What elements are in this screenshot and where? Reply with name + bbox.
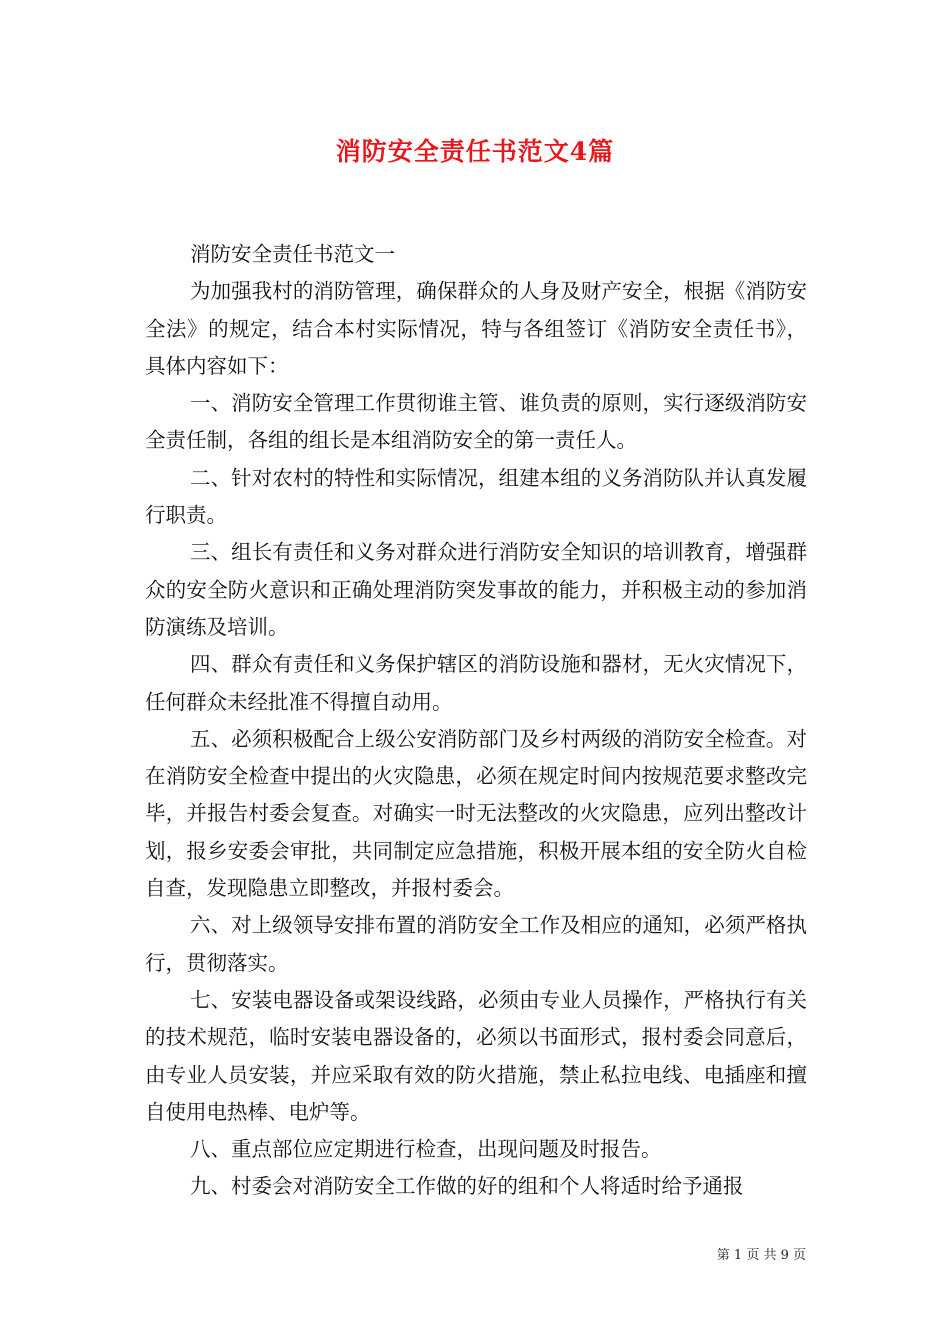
- intro-paragraph: 为加强我村的消防管理，确保群众的人身及财产安全，根据《消防安全法》的规定，结合本村实际情况，特与各组签订《消防安全责任书》，具体内容如下：: [145, 279, 807, 378]
- clause-7: 七、安装电器设备或架设线路，必须由专业人员操作，严格执行有关的技术规范，临时安装电器设备的，必须以书面形式，报村委会同意后，由专业人员安装，并应采取有效的防火措施，禁止私拉电线、电插座和擅自使用电热棒、电炉等。: [145, 987, 807, 1124]
- clause-5: 五、必须积极配合上级公安消防部门及乡村两级的消防安全检查。对在消防安全检查中提出的火灾隐患，必须在规定时间内按规范要求整改完毕，并报告村委会复查。对确实一时无法整改的火灾隐患，应列出整改计划，报乡安委会审批，共同制定应急措施，积极开展本组的安全防火自检自查，发现隐患立即整改，并报村委会。: [145, 726, 807, 901]
- clause-3: 三、组长有责任和义务对群众进行消防安全知识的培训教育，增强群众的安全防火意识和正确处理消防突发事故的能力，并积极主动的参加消防演练及培训。: [145, 540, 807, 639]
- page-number: 第 1 页 共 9 页: [716, 1248, 806, 1263]
- document-title: 消防安全责任书范文4篇: [335, 137, 615, 166]
- clause-8: 八、重点部位应定期进行检查，出现问题及时报告。: [190, 1137, 662, 1162]
- clause-2: 二、针对农村的特性和实际情况，组建本组的义务消防队并认真发履行职责。: [145, 465, 807, 528]
- document-body: [145, 236, 807, 1206]
- clause-4: 四、群众有责任和义务保护辖区的消防设施和器材，无火灾情况下，任何群众未经批准不得擅自动用。: [145, 652, 807, 714]
- section-heading: 消防安全责任书范文一: [190, 242, 395, 266]
- clause-9: 九、村委会对消防安全工作做的好的组和个人将适时给予通报: [190, 1174, 744, 1199]
- clause-1: 一、消防安全管理工作贯彻谁主管、谁负责的原则，实行逐级消防安全责任制，各组的组长是本组消防安全的第一责任人。: [145, 391, 807, 453]
- clause-6: 六、对上级领导安排布置的消防安全工作及相应的通知，必须严格执行，贯彻落实。: [145, 913, 807, 975]
